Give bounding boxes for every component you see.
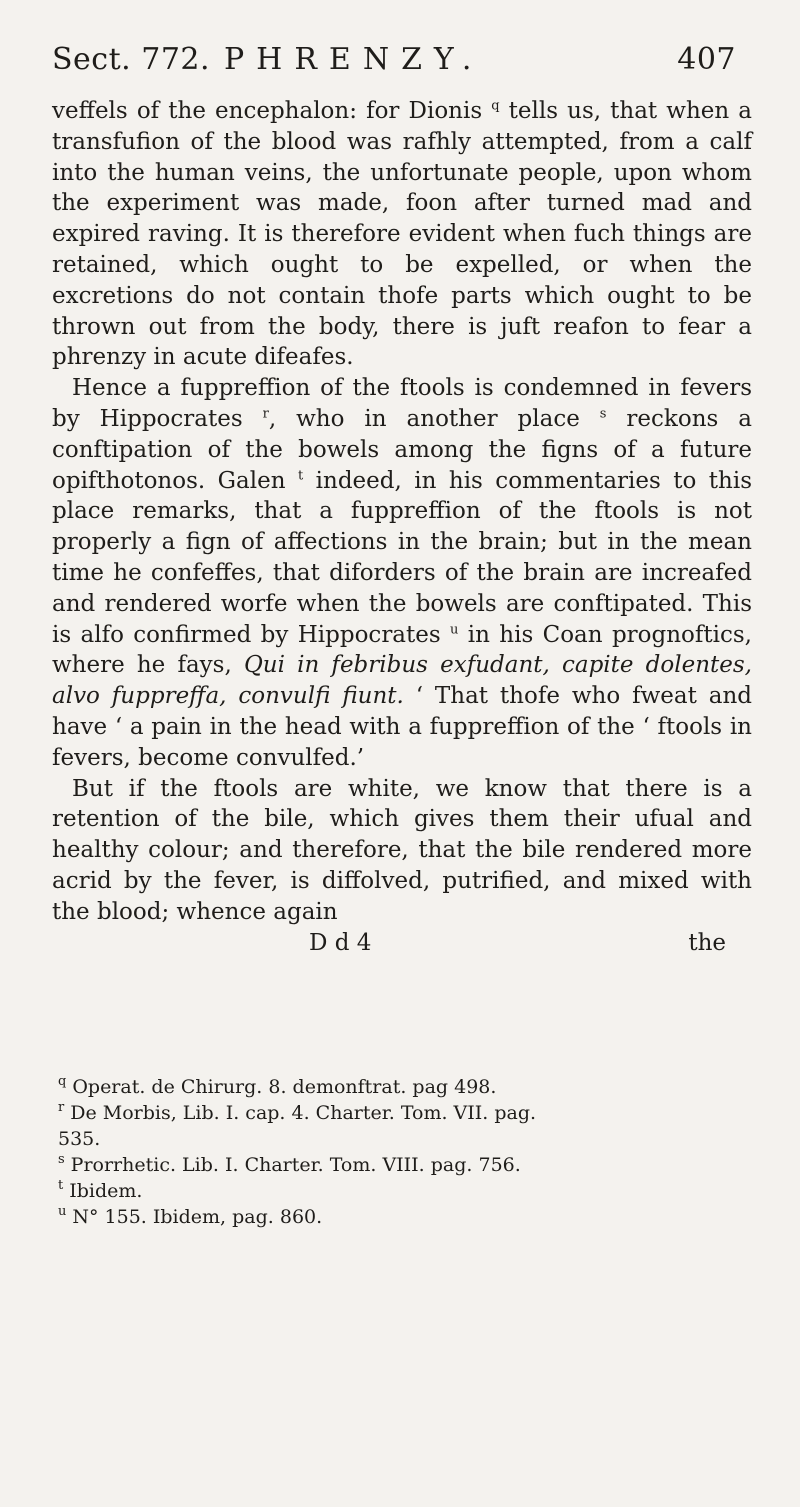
running-title: PHRENZY. [224, 42, 484, 77]
footnote-ref-s: s [599, 406, 607, 422]
signature-mark: D d 4 [309, 929, 372, 956]
page-number: 407 [677, 42, 736, 77]
footnote-text: Prorrhetic. Lib. I. Charter. Tom. VIII. pag. 756. [70, 1153, 521, 1176]
footnotes [44, 1074, 756, 1230]
paragraph-2-seg-5: in his Coan prognoftics, where he fays, [52, 621, 752, 679]
footnote-r-continuation [58, 1126, 756, 1152]
paragraph-2-seg-2: , who in another place [268, 405, 600, 432]
footnote-r [58, 1100, 756, 1126]
running-header [44, 40, 756, 96]
paragraph-2-seg-3: reckons a conftipation of the bowels among the figns of a future opifthotonos. Galen [52, 405, 752, 494]
footnote-ref-t: t [297, 467, 304, 483]
paragraph-2 [52, 373, 752, 773]
footnote-t [58, 1178, 756, 1204]
footnote-u [58, 1204, 756, 1230]
footnote-text: De Morbis, Lib. I. cap. 4. Charter. Tom. VII. pag. [70, 1101, 537, 1124]
footnote-mark: q [58, 1074, 67, 1090]
footnote-text: 535. [58, 1127, 101, 1150]
catchline [44, 930, 756, 962]
footnote-s [58, 1152, 756, 1178]
paragraph-2-seg-6: ‘ That thofe who fweat and have ‘ a pain in the head with a fuppreffion of the ‘ ftools in fevers, become convulfed.’ [52, 683, 752, 771]
footnote-q [58, 1074, 756, 1100]
footnote-ref-r: r [262, 406, 269, 422]
footnote-mark: u [58, 1204, 67, 1220]
paragraph-1-text-b: tells us, that when a transfufion of the blood was rafhly attempted, from a calf into the human veins, the unfortunate people, upon whom the experiment was made, foon after turned mad and expired raving. It is therefore evident when fuch things are retained, which ought to be expelled, or when the excretions do not contain thofe parts which ought to be thrown out from the body, there is juft reafon to fear a phrenzy in acute difeafes. [52, 98, 752, 371]
footnote-text: Ibidem. [69, 1179, 143, 1202]
paragraph-1-text-a: veffels of the encephalon: for Dionis [52, 98, 492, 124]
paragraph-2-seg-1: Hence a fuppreffion of the ftools is condemned in fevers by Hippocrates [52, 375, 752, 432]
paragraph-3 [52, 774, 752, 928]
paragraph-1 [52, 96, 752, 373]
latin-quotation: Qui in febribus exfudant, capite dolentes, alvo fuppreffa, convulfi fiunt. [52, 652, 752, 710]
body-text [44, 96, 756, 928]
paragraph-2-seg-4: indeed, in his commentaries to this place remarks, that a fuppreffion of the ftools is not properly a fign of affections in the brain; but in the mean time he confeffes, that diforders of the brain are increafed and rendered worfe when the bowels are conftipated. This is alfo confirmed by Hippocrates [52, 467, 753, 648]
footnote-mark: t [58, 1178, 64, 1194]
book-page [44, 40, 756, 1230]
footnote-ref-u: u [450, 621, 459, 637]
footnote-ref-q: q [491, 98, 500, 114]
footnote-text: Operat. de Chirurg. 8. demonftrat. pag 498. [72, 1075, 497, 1098]
catchword: the [688, 929, 726, 956]
section-number: Sect. 772. [52, 42, 211, 77]
footnote-mark: r [58, 1100, 65, 1116]
footnote-text: N° 155. Ibidem, pag. 860. [72, 1205, 323, 1228]
paragraph-3-text: But if the ftools are white, we know that there is a retention of the bile, which gives them their ufual and healthy colour; and therefore, that the bile rendered more acrid by the fever, is diffolved, putrified, and mixed with the blood; whence again [52, 775, 752, 925]
footnote-mark: s [58, 1152, 65, 1168]
